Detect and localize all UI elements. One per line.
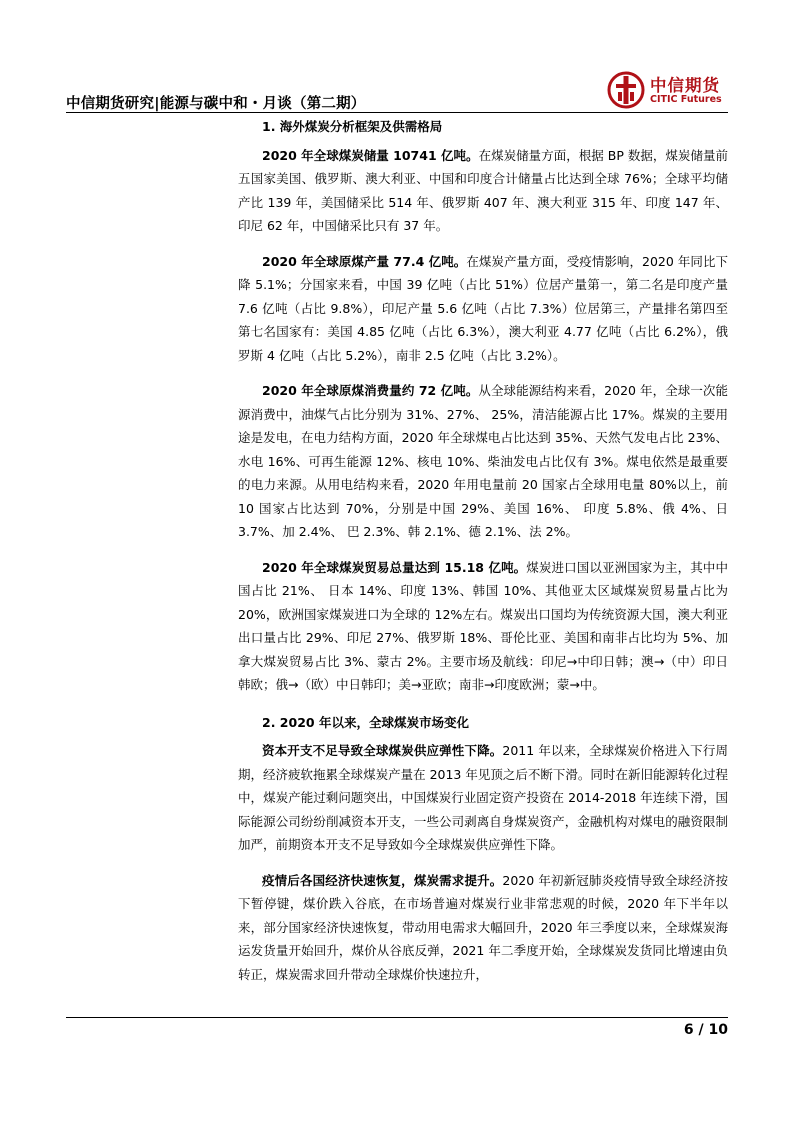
- section-heading: 2. 2020 年以来，全球煤炭市场变化: [262, 714, 469, 730]
- paragraph-body: 从全球能源结构来看，2020 年，全球一次能源消费中，油煤气占比分别为 31%、27%、 25%，清洁能源占比 17%。煤炭的主要用途是发电，在电力结构方面，2020 年全球煤电占比达到 35%、天然气发电占比 23%、水电 16%、可再生能源 12%、核电 10%、柴油发电占比仅有 3%。煤电依然是最重要的电力来源。从用电结构来看，2020 年用电量前 20 国家占全球用电量 80%以上，前 10 国家占比达到 70%，分别是中国 29%、美国 16%、 印度 5.8%、俄 4%、日 3.7%、加 2.4%、 巴 2.3%、韩 2.1%、德 2.1%、法 2%。: [238, 383, 728, 539]
- paragraph-lead: 2020 年全球煤炭储量 10741 亿吨。: [262, 147, 479, 163]
- paragraph-body: 煤炭进口国以亚洲国家为主，其中中国占比 21%、 日本 14%、印度 13%、韩国 10%、其他亚太区域煤炭贸易量占比为 20%，欧洲国家煤炭进口为全球的 12%左右。煤炭出口国均为传统资源大国，澳大利亚出口量占比 29%、印尼 27%、俄罗斯 18%、哥伦比亚、美国和南非占比均为 5%、加拿大煤炭贸易占比 3%、蒙古 2%。主要市场及航线：印尼→中印日韩；澳→（中）印日韩欧；俄→（欧）中日韩印；美→亚欧；南非→印度欧洲；蒙→中。: [238, 559, 728, 692]
- page-number: 6 / 10: [683, 1022, 728, 1038]
- report-header-title: 中信期货研究|能源与碳中和・月谈（第二期）: [66, 96, 366, 112]
- paragraph: [238, 379, 728, 544]
- paragraph-body: 2020 年初新冠肺炎疫情导致全球经济按下暂停键，煤价跌入谷底，在市场普遍对煤炭行业非常悲观的时候，2020 年下半年以来，部分国家经济快速恢复，带动用电需求大幅回升，2020 年三季度以来，全球煤炭海运发货量开始回升，煤价从谷底反弹，2021 年二季度开始，全球煤炭发货同比增速由负转正，煤炭需求回升带动全球煤价快速拉升，: [238, 872, 728, 982]
- paragraph: [238, 739, 728, 857]
- paragraph-lead: 疫情后各国经济快速恢复，煤炭需求提升。: [262, 872, 503, 888]
- paragraph-lead: 2020 年全球原煤产量 77.4 亿吨。: [262, 253, 467, 269]
- paragraph-body: 2011 年以来，全球煤炭价格进入下行周期，经济疲软拖累全球煤炭产量在 2013 年见顶之后不断下滑。同时在新旧能源转化过程中，煤炭产能过剩问题突出，中国煤炭行业固定资产投资在 2014-2018 年连续下滑，国际能源公司纷纷削减资本开支，一些公司剥离自身煤炭资产，金融机构对煤电的融资限制加严，前期资本开支不足导致如今全球煤炭供应弹性下降。: [238, 743, 728, 852]
- paragraph-body: 在煤炭产量方面，受疫情影响，2020 年同比下降 5.1%；分国家来看，中国 39 亿吨（占比 51%）位居产量第一，第二名是印度产量 7.6 亿吨（占比 9.8%），印尼产量 5.6 亿吨（占比 7.3%）位居第三，产量排名第四至第七名国家有：美国 4.85 亿吨（占比 6.3%），澳大利亚 4.77 亿吨（占比 6.2%），俄罗斯 4 亿吨（占比 5.2%），南非 2.5 亿吨（占比 3.2%）。: [238, 253, 728, 363]
- paragraph-lead: 2020 年全球煤炭贸易总量达到 15.18 亿吨。: [262, 559, 527, 575]
- paragraph: [238, 556, 728, 697]
- paragraph-lead: 2020 年全球原煤消费量约 72 亿吨。: [262, 383, 479, 398]
- paragraph: [238, 144, 728, 238]
- section-heading: 1. 海外煤炭分析框架及供需格局: [262, 119, 443, 134]
- paragraph: [238, 250, 728, 368]
- citic-logo-icon: [606, 70, 646, 110]
- logo-english-name: CITIC Futures: [650, 94, 722, 105]
- paragraph: [238, 869, 728, 987]
- paragraph-body: 在煤炭储量方面，根据 BP 数据，煤炭储量前五国家美国、俄罗斯、澳大利亚、中国和印度合计储量占比达到全球 76%；全球平均储产比 139 年，美国储采比 514 年、俄罗斯 407 年、澳大利亚 315 年、印度 147 年、印尼 62 年，中国储采比只有 37 年。: [238, 147, 728, 233]
- paragraph-lead: 资本开支不足导致全球煤炭供应弹性下降。: [262, 743, 503, 758]
- logo-chinese-name: 中信期货: [650, 76, 720, 95]
- footer-divider: [66, 1017, 728, 1018]
- document-body: [238, 113, 728, 998]
- citic-futures-logo: [606, 70, 730, 110]
